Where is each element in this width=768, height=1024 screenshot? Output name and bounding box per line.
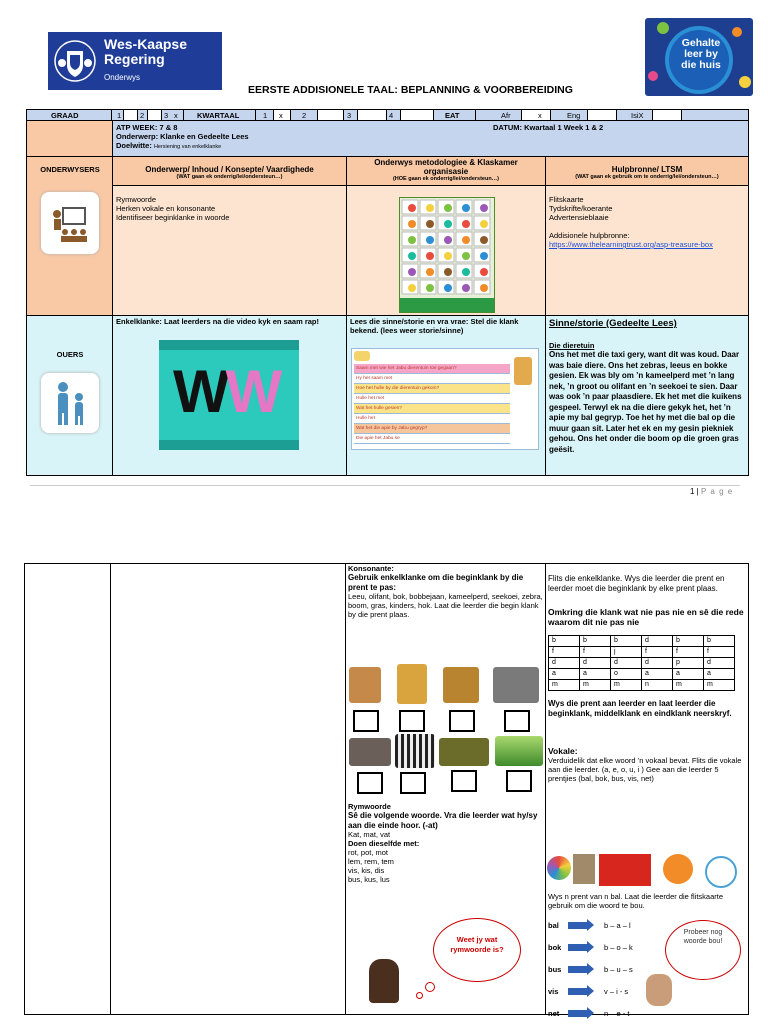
letter-cell[interactable]: d [611,658,642,669]
letter-grid [548,635,735,691]
worksheet-line: Hulle het [354,414,510,424]
ball-image [547,856,571,880]
footer-divider [30,485,740,486]
letter-cell[interactable]: m [580,680,611,691]
alphabet-picture [426,284,434,292]
lang-afr: Afr [501,111,511,120]
alphabet-picture [444,252,452,260]
grade-1: 1 [117,111,122,120]
eat-label: EAT [445,111,460,120]
konsonante-text: Gebruik enkelklanke om die beginklank by die prent te pas: [348,573,524,592]
answer-box-7[interactable] [451,770,477,792]
answer-box-2[interactable] [399,710,425,732]
arrow-right-icon [568,944,588,951]
rym-line-1: Kat, mat, vat [348,830,391,839]
rym-line-3: lem, rem, tem [348,857,394,866]
video-instruction: Enkelklanke: Laat leerders na die video kyk en saam rap! [116,317,320,326]
letter-cell[interactable]: a [549,669,580,680]
word-spelling: b – u – s [604,964,633,974]
letter-cell[interactable]: m [549,680,580,691]
letter-cell[interactable]: d [704,658,735,669]
datum: DATUM: Kwartaal 1 Week 1 & 2 [493,123,604,132]
word-spelling: n – e - t [604,1008,630,1018]
col1-sub: (WAT gaan ek onderrig/lei/ondersteun…) [176,174,283,180]
alphabet-picture [426,236,434,244]
hippo-image [349,738,391,766]
letter-cell[interactable]: m [704,680,735,691]
alphabet-picture [426,204,434,212]
page2-table [24,563,749,1018]
grade-2: 2 [140,111,145,120]
doelwitte: Hersiening van enkelklanke [153,144,222,150]
alphabet-picture [480,268,488,276]
grade-3: 3 [164,111,169,120]
family-icon [41,373,99,433]
alphabet-picture [408,220,416,228]
worksheet-image [351,348,539,450]
letter-cell[interactable]: n [642,680,673,691]
alphabet-picture [480,220,488,228]
quarter-4: 4 [389,111,394,120]
teacher-icon [41,192,99,254]
onderwerp: Onderwerp: Klanke en Gedeelte Lees [116,132,249,141]
letter-cell[interactable]: b [704,636,735,647]
wys-text: Wys die prent aan leerder en laat leerder die beginklank, middelklank en eindklank neerskryf. [548,699,732,718]
col2-title: Onderwys metodologiee & Klaskamer organisasie [374,158,518,176]
page-number-value: 1 [690,487,695,496]
answer-box-1[interactable] [353,710,379,732]
gh-line2: leer by [684,48,718,60]
worksheet-line: Saam met wie het Jabu dierentuin toe gegaan? [354,364,510,374]
read-instruction: Lees die sinne/storie en vra vrae: Stel die klank bekend. (lees weer storie/sinne) [350,317,519,335]
answer-box-3[interactable] [449,710,475,732]
answer-box-5[interactable] [357,772,383,794]
zebra-image [395,734,435,768]
lion-image [443,667,479,703]
grade-3-mark: x [174,111,178,120]
alphabet-picture [408,284,416,292]
quarter-1-mark: x [279,111,283,120]
alphabet-picture [462,252,470,260]
arrow-right-icon [568,922,588,929]
word-label: bus [548,964,562,974]
alphabet-picture [426,220,434,228]
alphabet-picture [444,236,452,244]
gh-line3: die huis [681,59,721,71]
alphabet-picture [462,284,470,292]
arrow-right-icon [568,966,588,973]
alphabet-picture [444,220,452,228]
lang-isix: IsiX [631,111,644,120]
letter-cell[interactable]: a [673,669,704,680]
alphabet-picture [408,204,416,212]
worksheet-line: Wat het hulle gesien? [354,404,510,414]
letter-cell[interactable]: f [704,647,735,658]
alphabet-picture [462,204,470,212]
alphabet-picture [480,284,488,292]
story-title: Die dieretuin [549,341,595,350]
konsonante-words: Leeu, olifant, bok, bobbejaan, kameelperd, seekoei, zebra, boom, gras, kinders, hok. Laat die leerder die begin klank by die prent plaas. [348,592,543,619]
vokale-text: Verduidelik dat elke woord ’n vokaal bevat. Flits die vokale aan die leerder. (a, e, o, u, i ) Gee aan die leerder 5 prentjies (bal, bok, bus, vis, net) [548,756,742,783]
atp-week: ATP WEEK: 7 & 8 [116,123,178,132]
lang-afr-mark: x [538,111,542,120]
word-label: net [548,1008,560,1018]
letter-cell[interactable]: a [642,669,673,680]
word-build-row [548,914,688,936]
giraffe-icon [514,357,532,385]
video-thumbnail[interactable] [159,340,299,450]
col1-title: Onderwerp/ Inhoud / Konsepte/ Vaardighede [145,165,314,174]
word-label: bok [548,942,562,952]
grass-image [495,736,543,766]
word-spelling: b – a – l [604,920,631,930]
resources-extra-label: Addisionele hulpbronne: [549,231,630,240]
worksheet-line: Hoe het hulle by die dierentuin gekom? [354,384,510,394]
video-letter-worm: W [225,358,279,425]
omkring-title: Omkring die klank wat nie pas nie en sê die rede waarom dit nie pas nie [548,607,744,627]
rym-line-4: vis, kis, dis [348,866,385,875]
atp-block [26,120,749,157]
worksheet-line: Hulle het met [354,394,510,404]
alphabet-picture [444,204,452,212]
bus-image [599,854,651,886]
doen-title: Doen dieselfde met: [348,839,420,848]
content-line-3: Identifiseer beginklanke in woorde [116,213,230,222]
page-number: 1 | P a g e [690,487,734,496]
video-letter-w: W [173,358,226,425]
doelwitte-label: Doelwitte: [116,141,152,150]
content-list [116,195,343,222]
alphabet-chart-image [399,197,495,313]
quarter-2: 2 [302,111,307,120]
letter-cell[interactable]: d [549,658,580,669]
western-cape-logo [48,32,222,90]
child-photo [369,959,399,1003]
alphabet-picture [444,284,452,292]
logo-sub: Onderwys [104,73,141,82]
alphabet-picture [480,236,488,244]
letter-cell[interactable]: b [611,636,642,647]
konsonante-title: Konsonante: [348,564,394,573]
graad-label: GRAAD [51,111,79,120]
letter-cell[interactable]: d [580,658,611,669]
letter-grid-row [549,658,735,669]
letter-cell[interactable]: b [549,636,580,647]
letter-cell[interactable]: a [580,669,611,680]
alphabet-picture [408,236,416,244]
resource-1: Flitskaarte [549,195,584,204]
worksheet-line: Wat het die apie by Jabu gegryp? [354,424,510,434]
letter-cell[interactable]: j [611,647,642,658]
resource-2: Tydskrifte/koerante [549,204,613,213]
arrow-right-icon [568,1010,588,1017]
lion-icon [354,351,370,361]
worksheet-line: Die apie het Jabu se [354,434,510,444]
monkeys-image [439,738,489,766]
rymwoorde-text: Sê die volgende woorde. Vra die leerder wat hy/sy aan die einde hoor. (-at) [348,811,538,830]
alphabet-picture [408,252,416,260]
page-title: EERSTE ADDISIONELE TAAL: BEPLANNING & VOORBEREIDING [248,84,573,96]
letter-cell[interactable]: d [642,636,673,647]
elephant-image [493,667,539,703]
letter-cell[interactable]: o [611,669,642,680]
gehalte-leer-logo [645,18,753,96]
col3-sub: (WAT gaan ek gebruik om te onderrig/lei/ondersteun…) [575,174,719,180]
letter-cell[interactable]: f [642,647,673,658]
word-spelling: v – i - s [604,986,629,996]
quarter-3: 3 [347,111,352,120]
letter-cell[interactable]: f [549,647,580,658]
flits-text: Flits die enkelklanke. Wys die leerder die prent en leerder moet die beginklank by elke prent plaas. [548,574,725,593]
fish-image [663,854,693,884]
arrow-right-icon [568,988,588,995]
word-spelling: b – o – k [604,942,633,952]
letter-cell[interactable]: f [673,647,704,658]
letter-cell[interactable]: m [611,680,642,691]
letter-grid-row [549,680,735,691]
lang-eng: Eng [567,111,581,120]
word-build-row [548,1002,688,1024]
alphabet-picture [480,252,488,260]
bubble-left-text: Weet jy wat rymwoorde is? [450,935,504,954]
letter-cell[interactable]: b [673,636,704,647]
rymwoorde-title: Rymwoorde [348,802,391,811]
goat-image [573,854,595,884]
quarter-1: 1 [263,111,268,120]
coat-of-arms-icon [52,36,98,86]
letter-cell[interactable]: b [580,636,611,647]
story-section-title: Sinne/storie (Gedeelte Lees) [549,318,677,329]
letter-cell[interactable]: d [642,658,673,669]
letter-cell[interactable]: f [580,647,611,658]
teachers-section [26,156,749,316]
gh-line1: Gehalte [681,37,721,49]
parents-label: OUERS [56,350,84,359]
vokale-title: Vokale: [548,746,578,756]
alphabet-picture [462,236,470,244]
build-speech-bubble [665,920,741,980]
rym-line-2: rot, pot, mot [348,848,389,857]
alphabet-picture [426,252,434,260]
worksheet-lines [354,364,510,444]
alphabet-picture [462,268,470,276]
letter-grid-row [549,669,735,680]
letter-cell[interactable]: a [704,669,735,680]
letter-cell[interactable]: p [673,658,704,669]
story-text: Ons het met die taxi gery, want dit was koud. Daar was baie diere. Ons het zebras, leeus en bokke gesien. Ek was bly om ’n kameelperd met ’n lang nek, ’n groot ou olifant en ’n seekoei te sien. Daar was ook ’n paar plaasdiere. Ek het met die kuikens gespeel. Terwyl ek na die diere gekyk het, het ’n apie my bal gegryp. Toe het hy met die bal op die muur gaan sit. Later het ek en my gesin piekniek gehou. Ons het onder die boom op die groen gras geësit. [549,350,742,454]
bubble-right-text: Probeer nog woorde bou! [683,929,723,945]
parents-section [26,315,749,476]
alphabet-picture [444,268,452,276]
resource-3: Advertensieblaaie [549,213,609,222]
alphabet-picture [480,204,488,212]
logo-name-line2: Regering [104,51,165,67]
alphabet-picture [462,220,470,228]
wys-prent-text: Wys n prent van n bal. Laat die leerder die flitskaarte gebruik om die woord te bou. [548,892,724,910]
rhyme-speech-bubble [433,918,521,982]
answer-box-6[interactable] [400,772,426,794]
word-label: vis [548,986,559,996]
alphabet-picture [408,268,416,276]
word-build-list [548,914,688,1024]
col3-title: Hulpbronne/ LTSM [611,165,683,174]
content-line-1: Rymwoorde [116,195,157,204]
logo-name-line1: Wes-Kaapse [104,36,188,52]
letter-grid-row [549,647,735,658]
page-label: P a g e [700,487,734,496]
alphabet-picture [426,268,434,276]
rym-line-5: bus, kus, lus [348,875,390,884]
worksheet-line: Hy het saam met [354,374,510,384]
answer-box-4[interactable] [504,710,530,732]
letter-cell[interactable]: m [673,680,704,691]
net-image [705,856,737,888]
col2-sub: (HOE gaan ek onderrig/lei/ondersteun…) [392,176,500,182]
child-mask-photo [646,974,672,1006]
giraffe-image [397,664,427,704]
antelope-image [349,667,381,703]
answer-box-8[interactable] [506,770,532,792]
resources-link[interactable]: https://www.thelearningtrust.org/asp-treasure-box [549,240,713,249]
teachers-label: ONDERWYSERS [40,165,100,174]
kwartaal-label: KWARTAAL [197,111,240,120]
content-line-2: Herken vokale en konsonante [116,204,216,213]
letter-grid-row [549,636,735,647]
word-label: bal [548,920,559,930]
